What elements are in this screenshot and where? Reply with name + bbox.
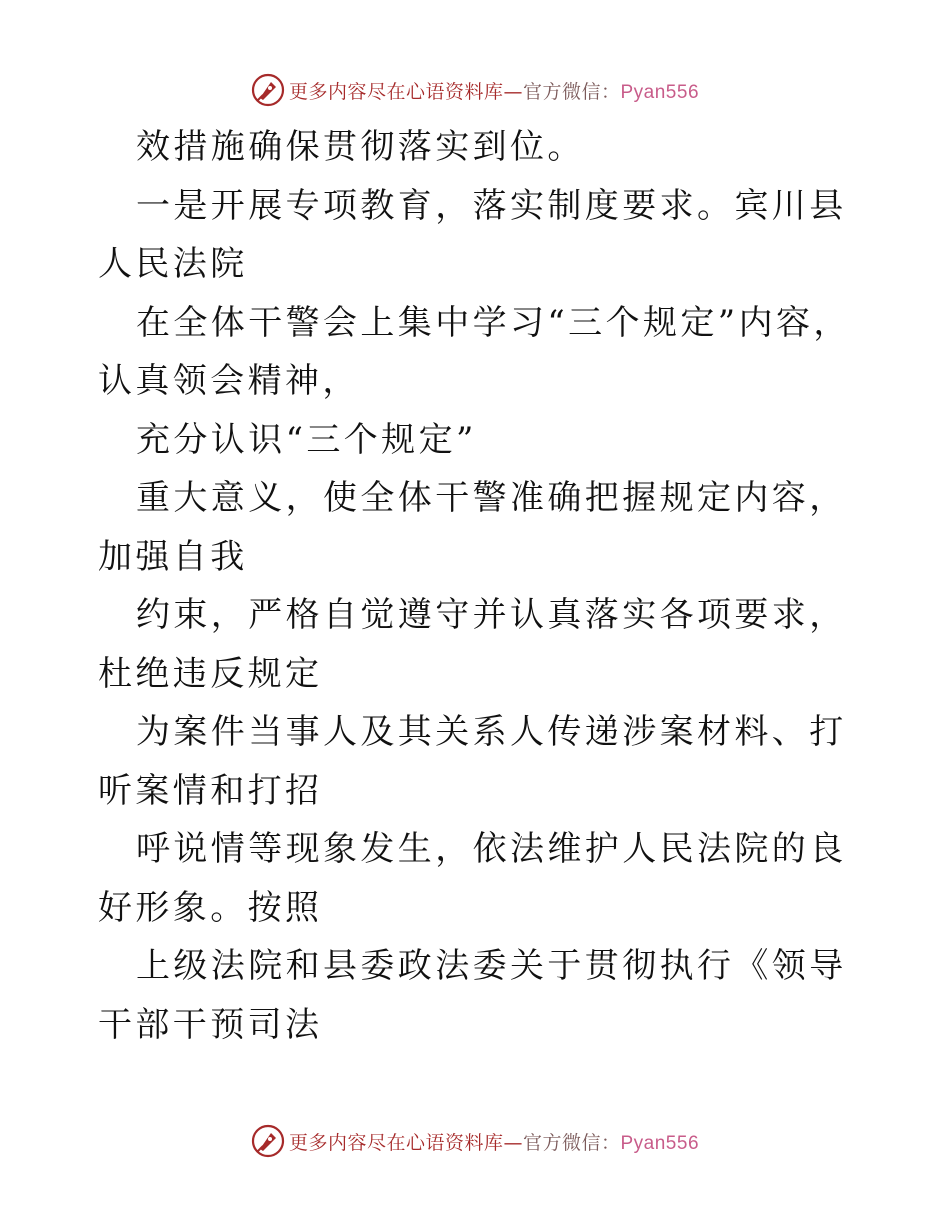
pen-nib-logo-icon [251,1124,285,1158]
document-body [98,118,854,1054]
watermark-separator: — [503,80,523,103]
paragraph: 重大意义，使全体干警准确把握规定内容，加强自我 [98,478,847,577]
watermark-brand: 更多内容尽在心语资料库 [288,1131,504,1154]
paragraph: 一是开展专项教育，落实制度要求。宾川县人民法院 [98,185,847,284]
watermark-wechat-label: 官方微信： [522,1131,621,1154]
paragraph: 约束，严格自觉遵守并认真落实各项要求，杜绝违反规定 [98,595,847,694]
paragraph: 呼说情等现象发生，依法维护人民法院的良好形象。按照 [98,829,847,928]
paragraph: 效措施确保贯彻落实到位。 [136,127,585,167]
paragraph: 上级法院和县委政法委关于贯彻执行《领导干部干预司法 [98,946,847,1045]
footer-watermark [0,1121,950,1161]
paragraph: 充分认识“三个规定” [136,419,477,460]
paragraph: 为案件当事人及其关系人传递涉案材料、打听案情和打招 [98,712,847,811]
watermark-wechat-label: 官方微信： [522,80,621,103]
header-watermark [0,70,950,110]
pen-nib-logo-icon [251,73,285,107]
paragraph: 在全体干警会上集中学习“三个规定”内容，认真领会精神， [98,302,851,401]
watermark-wechat-id: Pyan556 [620,81,700,103]
watermark-wechat-id: Pyan556 [620,1132,700,1154]
watermark-text [289,77,699,104]
watermark-separator: — [503,1131,523,1154]
watermark-brand: 更多内容尽在心语资料库 [288,80,504,103]
watermark-text [289,1128,699,1155]
